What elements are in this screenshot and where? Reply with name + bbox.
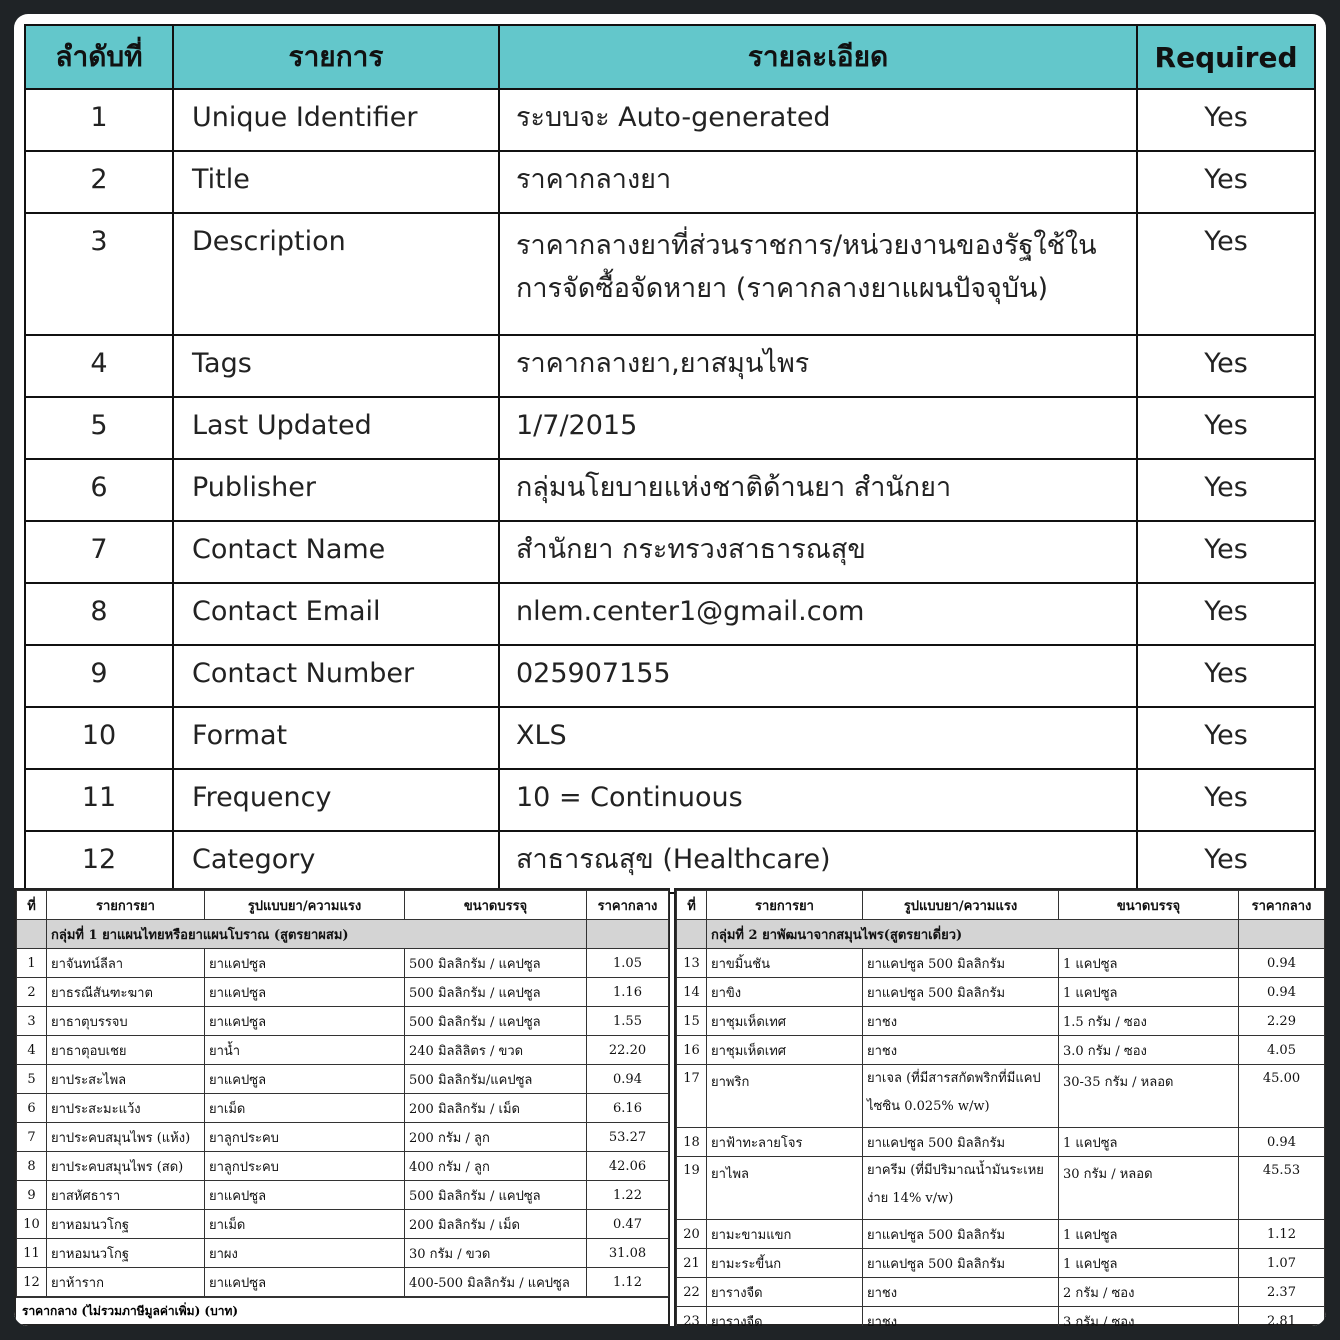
drug-name: ยาขิง	[707, 978, 863, 1007]
field-value: 1/7/2015	[499, 397, 1137, 459]
drug-form: ยาน้ำ	[205, 1036, 405, 1065]
required-flag: Yes	[1137, 769, 1315, 831]
drug-price: 2.81	[1239, 1307, 1325, 1327]
drug-price: 0.94	[1239, 949, 1325, 978]
drug-name: ยาประสะมะแว้ง	[47, 1094, 205, 1123]
drug-name: ยามะขามแขก	[707, 1220, 863, 1249]
field-name: Publisher	[173, 459, 499, 521]
field-value: nlem.center1@gmail.com	[499, 583, 1137, 645]
row-number: 7	[25, 521, 173, 583]
drug-number: 17	[677, 1065, 707, 1128]
field-value-line: การจัดซื้อจัดหายา (ราคากลางยาแผนปัจจุบัน)	[516, 273, 1049, 305]
drug-form: ยาครีม (ที่มีปริมาณน้ำมันระเหยง่าย 14% v/w)	[863, 1157, 1059, 1220]
drug-name: ยารางจืด	[707, 1307, 863, 1327]
metadata-header-row	[25, 25, 1315, 89]
drug-form: ยาแคปซูล	[205, 1007, 405, 1036]
drug-price: 22.20	[587, 1036, 669, 1065]
drug-price: 0.47	[587, 1210, 669, 1239]
drug-number: 19	[677, 1157, 707, 1220]
drug-row	[677, 1128, 1325, 1157]
col-name: รายการยา	[47, 891, 205, 920]
drug-row	[17, 1065, 669, 1094]
drug-pack: 400 กรัม / ลูก	[405, 1152, 587, 1181]
drug-number: 9	[17, 1181, 47, 1210]
drug-pack: 200 กรัม / ลูก	[405, 1123, 587, 1152]
metadata-row	[25, 459, 1315, 521]
drug-price-panel-right	[674, 888, 1326, 1326]
drug-name: ยาประคบสมุนไพร (สด)	[47, 1152, 205, 1181]
required-flag: Yes	[1137, 397, 1315, 459]
drug-price: 4.05	[1239, 1036, 1325, 1065]
field-value: XLS	[499, 707, 1137, 769]
drug-pack: 500 มิลลิกรัม / แคปซูล	[405, 949, 587, 978]
drug-number: 2	[17, 978, 47, 1007]
drug-pack: 500 มิลลิกรัม/แคปซูล	[405, 1065, 587, 1094]
drug-name: ยาขมิ้นชัน	[707, 949, 863, 978]
drug-form: ยาแคปซูล 500 มิลลิกรัม	[863, 1128, 1059, 1157]
drug-form: ยาลูกประคบ	[205, 1152, 405, 1181]
drug-pack: 500 มิลลิกรัม / แคปซูล	[405, 1007, 587, 1036]
price-footnote: ราคากลาง (ไม่รวมภาษีมูลค่าเพิ่ม) (บาท)	[16, 1297, 668, 1325]
metadata-row	[25, 769, 1315, 831]
drug-price: 1.22	[587, 1181, 669, 1210]
drug-number: 11	[17, 1239, 47, 1268]
drug-header-row	[677, 891, 1325, 920]
header-item: รายการ	[173, 25, 499, 89]
required-flag: Yes	[1137, 583, 1315, 645]
drug-number: 12	[17, 1268, 47, 1297]
drug-form: ยาแคปซูล 500 มิลลิกรัม	[863, 1220, 1059, 1249]
col-no: ที่	[677, 891, 707, 920]
required-flag: Yes	[1137, 213, 1315, 335]
drug-row	[17, 1210, 669, 1239]
drug-number: 7	[17, 1123, 47, 1152]
field-name: Title	[173, 151, 499, 213]
drug-price: 45.00	[1239, 1065, 1325, 1128]
col-no: ที่	[17, 891, 47, 920]
row-number: 5	[25, 397, 173, 459]
metadata-row	[25, 151, 1315, 213]
drug-name: ยามะระขี้นก	[707, 1249, 863, 1278]
drug-number: 22	[677, 1278, 707, 1307]
drug-number: 14	[677, 978, 707, 1007]
drug-form: ยาแคปซูล 500 มิลลิกรัม	[863, 978, 1059, 1007]
drug-form: ยาแคปซูล	[205, 1181, 405, 1210]
drug-pack: 1.5 กรัม / ซอง	[1059, 1007, 1239, 1036]
col-price: ราคากลาง	[1239, 891, 1325, 920]
field-value-line: ราคากลางยาที่ส่วนราชการ/หน่วยงานของรัฐใช้ใน	[516, 230, 1097, 261]
drug-price: 42.06	[587, 1152, 669, 1181]
drug-number: 23	[677, 1307, 707, 1327]
drug-row	[677, 1220, 1325, 1249]
field-value: 10 = Continuous	[499, 769, 1137, 831]
metadata-body	[25, 89, 1315, 893]
drug-row	[677, 1065, 1325, 1128]
drug-form: ยาแคปซูล 500 มิลลิกรัม	[863, 1249, 1059, 1278]
metadata-row	[25, 645, 1315, 707]
drug-pack: 200 มิลลิกรัม / เม็ด	[405, 1210, 587, 1239]
group-row	[17, 920, 669, 949]
group-title: กลุ่มที่ 1 ยาแผนไทยหรือยาแผนโบราณ (สูตรยาผสม)	[47, 920, 587, 949]
drug-price: 1.16	[587, 978, 669, 1007]
drug-body-right	[677, 920, 1325, 1327]
drug-row	[17, 1268, 669, 1297]
drug-row	[17, 1181, 669, 1210]
field-value: สาธารณสุข (Healthcare)	[499, 831, 1137, 893]
required-flag: Yes	[1137, 335, 1315, 397]
drug-price: 0.94	[1239, 1128, 1325, 1157]
field-name: Description	[173, 213, 499, 335]
drug-pack: 3 กรัม / ซอง	[1059, 1307, 1239, 1327]
drug-name: ยาประสะไพล	[47, 1065, 205, 1094]
drug-name: ยาห้าราก	[47, 1268, 205, 1297]
drug-row	[677, 1307, 1325, 1327]
drug-price: 53.27	[587, 1123, 669, 1152]
drug-row	[17, 1007, 669, 1036]
drug-form: ยาแคปซูล	[205, 949, 405, 978]
drug-name: ยาประคบสมุนไพร (แห้ง)	[47, 1123, 205, 1152]
drug-body-left	[17, 920, 669, 1297]
drug-row	[17, 1094, 669, 1123]
drug-name: ยาฟ้าทะลายโจร	[707, 1128, 863, 1157]
drug-number: 18	[677, 1128, 707, 1157]
drug-pack: 1 แคปซูล	[1059, 949, 1239, 978]
drug-row	[677, 1036, 1325, 1065]
row-number: 9	[25, 645, 173, 707]
metadata-row	[25, 89, 1315, 151]
metadata-row	[25, 397, 1315, 459]
drug-name: ยาไพล	[707, 1157, 863, 1220]
drug-form: ยาชง	[863, 1007, 1059, 1036]
row-number: 4	[25, 335, 173, 397]
drug-price: 2.29	[1239, 1007, 1325, 1036]
drug-number: 1	[17, 949, 47, 978]
field-name: Frequency	[173, 769, 499, 831]
drug-form: ยาแคปซูล 500 มิลลิกรัม	[863, 949, 1059, 978]
drug-pack: 500 มิลลิกรัม / แคปซูล	[405, 1181, 587, 1210]
drug-table-right	[676, 890, 1325, 1326]
header-no: ลำดับที่	[25, 25, 173, 89]
drug-row	[677, 1157, 1325, 1220]
drug-name: ยาชุมเห็ดเทศ	[707, 1036, 863, 1065]
required-flag: Yes	[1137, 645, 1315, 707]
drug-row	[677, 949, 1325, 978]
field-name: Tags	[173, 335, 499, 397]
header-required: Required	[1137, 25, 1315, 89]
field-value: สำนักยา กระทรวงสาธารณสุข	[499, 521, 1137, 583]
drug-row	[677, 1007, 1325, 1036]
drug-pack: 400-500 มิลลิกรัม / แคปซูล	[405, 1268, 587, 1297]
drug-form: ยาชง	[863, 1278, 1059, 1307]
group-spacer	[587, 920, 669, 949]
drug-form: ยาแคปซูล	[205, 1268, 405, 1297]
field-name: Contact Name	[173, 521, 499, 583]
metadata-row	[25, 707, 1315, 769]
drug-form: ยาแคปซูล	[205, 978, 405, 1007]
drug-pack: 30 กรัม / หลอด	[1059, 1157, 1239, 1220]
drug-form: ยาเม็ด	[205, 1094, 405, 1123]
drug-form: ยาเจล (ที่มีสารสกัดพริกที่มีแคปไซซิน 0.025% w/w)	[863, 1065, 1059, 1128]
field-value: ระบบจะ Auto-generated	[499, 89, 1137, 151]
field-value: ราคากลางยา,ยาสมุนไพร	[499, 335, 1137, 397]
drug-number: 3	[17, 1007, 47, 1036]
drug-pack: 200 มิลลิกรัม / เม็ด	[405, 1094, 587, 1123]
drug-price: 2.37	[1239, 1278, 1325, 1307]
drug-name: ยาพริก	[707, 1065, 863, 1128]
drug-row	[17, 1239, 669, 1268]
required-flag: Yes	[1137, 151, 1315, 213]
drug-header-row	[17, 891, 669, 920]
drug-row	[677, 978, 1325, 1007]
drug-pack: 3.0 กรัม / ซอง	[1059, 1036, 1239, 1065]
row-number: 12	[25, 831, 173, 893]
header-detail: รายละเอียด	[499, 25, 1137, 89]
drug-pack: 30 กรัม / ขวด	[405, 1239, 587, 1268]
drug-number: 15	[677, 1007, 707, 1036]
drug-price: 1.55	[587, 1007, 669, 1036]
row-number: 1	[25, 89, 173, 151]
drug-number: 20	[677, 1220, 707, 1249]
drug-price: 1.12	[587, 1268, 669, 1297]
drug-row	[17, 949, 669, 978]
required-flag: Yes	[1137, 707, 1315, 769]
required-flag: Yes	[1137, 89, 1315, 151]
metadata-row	[25, 335, 1315, 397]
field-value: ราคากลางยา	[499, 151, 1137, 213]
field-name: Contact Email	[173, 583, 499, 645]
drug-pack: 500 มิลลิกรัม / แคปซูล	[405, 978, 587, 1007]
row-number: 6	[25, 459, 173, 521]
drug-number: 10	[17, 1210, 47, 1239]
metadata-row	[25, 521, 1315, 583]
drug-price-panel-left	[14, 888, 670, 1326]
drug-pack: 1 แคปซูล	[1059, 1220, 1239, 1249]
drug-form: ยาชง	[863, 1307, 1059, 1327]
row-number: 11	[25, 769, 173, 831]
required-flag: Yes	[1137, 831, 1315, 893]
field-value	[499, 213, 1137, 335]
drug-price: 45.53	[1239, 1157, 1325, 1220]
field-name: Last Updated	[173, 397, 499, 459]
drug-table-left	[16, 890, 669, 1297]
field-name: Category	[173, 831, 499, 893]
col-name: รายการยา	[707, 891, 863, 920]
drug-price: 1.07	[1239, 1249, 1325, 1278]
row-number: 10	[25, 707, 173, 769]
row-number: 3	[25, 213, 173, 335]
drug-price: 1.12	[1239, 1220, 1325, 1249]
group-row	[677, 920, 1325, 949]
drug-name: ยาจันทน์ลีลา	[47, 949, 205, 978]
drug-form: ยาชง	[863, 1036, 1059, 1065]
drug-form: ยาแคปซูล	[205, 1065, 405, 1094]
row-number: 8	[25, 583, 173, 645]
document-frame	[14, 14, 1326, 1326]
drug-form: ยาลูกประคบ	[205, 1123, 405, 1152]
drug-pack: 30-35 กรัม / หลอด	[1059, 1065, 1239, 1128]
drug-name: ยาชุมเห็ดเทศ	[707, 1007, 863, 1036]
group-spacer	[17, 920, 47, 949]
drug-pack: 240 มิลลิลิตร / ขวด	[405, 1036, 587, 1065]
drug-number: 4	[17, 1036, 47, 1065]
drug-price: 0.94	[1239, 978, 1325, 1007]
drug-pack: 1 แคปซูล	[1059, 1128, 1239, 1157]
drug-name: ยาหอมนวโกฐ	[47, 1210, 205, 1239]
drug-pack: 1 แคปซูล	[1059, 978, 1239, 1007]
field-name: Format	[173, 707, 499, 769]
field-value: กลุ่มนโยบายแห่งชาติด้านยา สำนักยา	[499, 459, 1137, 521]
drug-pack: 1 แคปซูล	[1059, 1249, 1239, 1278]
group-spacer	[677, 920, 707, 949]
drug-row	[17, 978, 669, 1007]
drug-form: ยาผง	[205, 1239, 405, 1268]
required-flag: Yes	[1137, 521, 1315, 583]
drug-number: 13	[677, 949, 707, 978]
drug-pack: 2 กรัม / ซอง	[1059, 1278, 1239, 1307]
drug-name: ยาสหัศธารา	[47, 1181, 205, 1210]
drug-row	[17, 1036, 669, 1065]
drug-name: ยาธาตุอบเชย	[47, 1036, 205, 1065]
drug-number: 5	[17, 1065, 47, 1094]
row-number: 2	[25, 151, 173, 213]
drug-row	[677, 1278, 1325, 1307]
drug-row	[677, 1249, 1325, 1278]
drug-price: 0.94	[587, 1065, 669, 1094]
drug-name: ยาหอมนวโกฐ	[47, 1239, 205, 1268]
drug-name: ยารางจืด	[707, 1278, 863, 1307]
field-name: Unique Identifier	[173, 89, 499, 151]
metadata-table	[24, 24, 1316, 894]
drug-price: 1.05	[587, 949, 669, 978]
drug-number: 21	[677, 1249, 707, 1278]
group-spacer	[1239, 920, 1325, 949]
metadata-row	[25, 583, 1315, 645]
required-flag: Yes	[1137, 459, 1315, 521]
drug-row	[17, 1152, 669, 1181]
drug-name: ยาธรณีสันฑะฆาต	[47, 978, 205, 1007]
col-form: รูปแบบยา/ความแรง	[205, 891, 405, 920]
col-pack: ขนาดบรรจุ	[1059, 891, 1239, 920]
drug-number: 8	[17, 1152, 47, 1181]
drug-row	[17, 1123, 669, 1152]
drug-number: 6	[17, 1094, 47, 1123]
drug-form: ยาเม็ด	[205, 1210, 405, 1239]
group-title: กลุ่มที่ 2 ยาพัฒนาจากสมุนไพร(สูตรยาเดี่ยว)	[707, 920, 1239, 949]
drug-price: 31.08	[587, 1239, 669, 1268]
field-value: 025907155	[499, 645, 1137, 707]
col-form: รูปแบบยา/ความแรง	[863, 891, 1059, 920]
col-price: ราคากลาง	[587, 891, 669, 920]
metadata-row	[25, 831, 1315, 893]
drug-number: 16	[677, 1036, 707, 1065]
field-name: Contact Number	[173, 645, 499, 707]
drug-name: ยาธาตุบรรจบ	[47, 1007, 205, 1036]
drug-price: 6.16	[587, 1094, 669, 1123]
metadata-row	[25, 213, 1315, 335]
col-pack: ขนาดบรรจุ	[405, 891, 587, 920]
